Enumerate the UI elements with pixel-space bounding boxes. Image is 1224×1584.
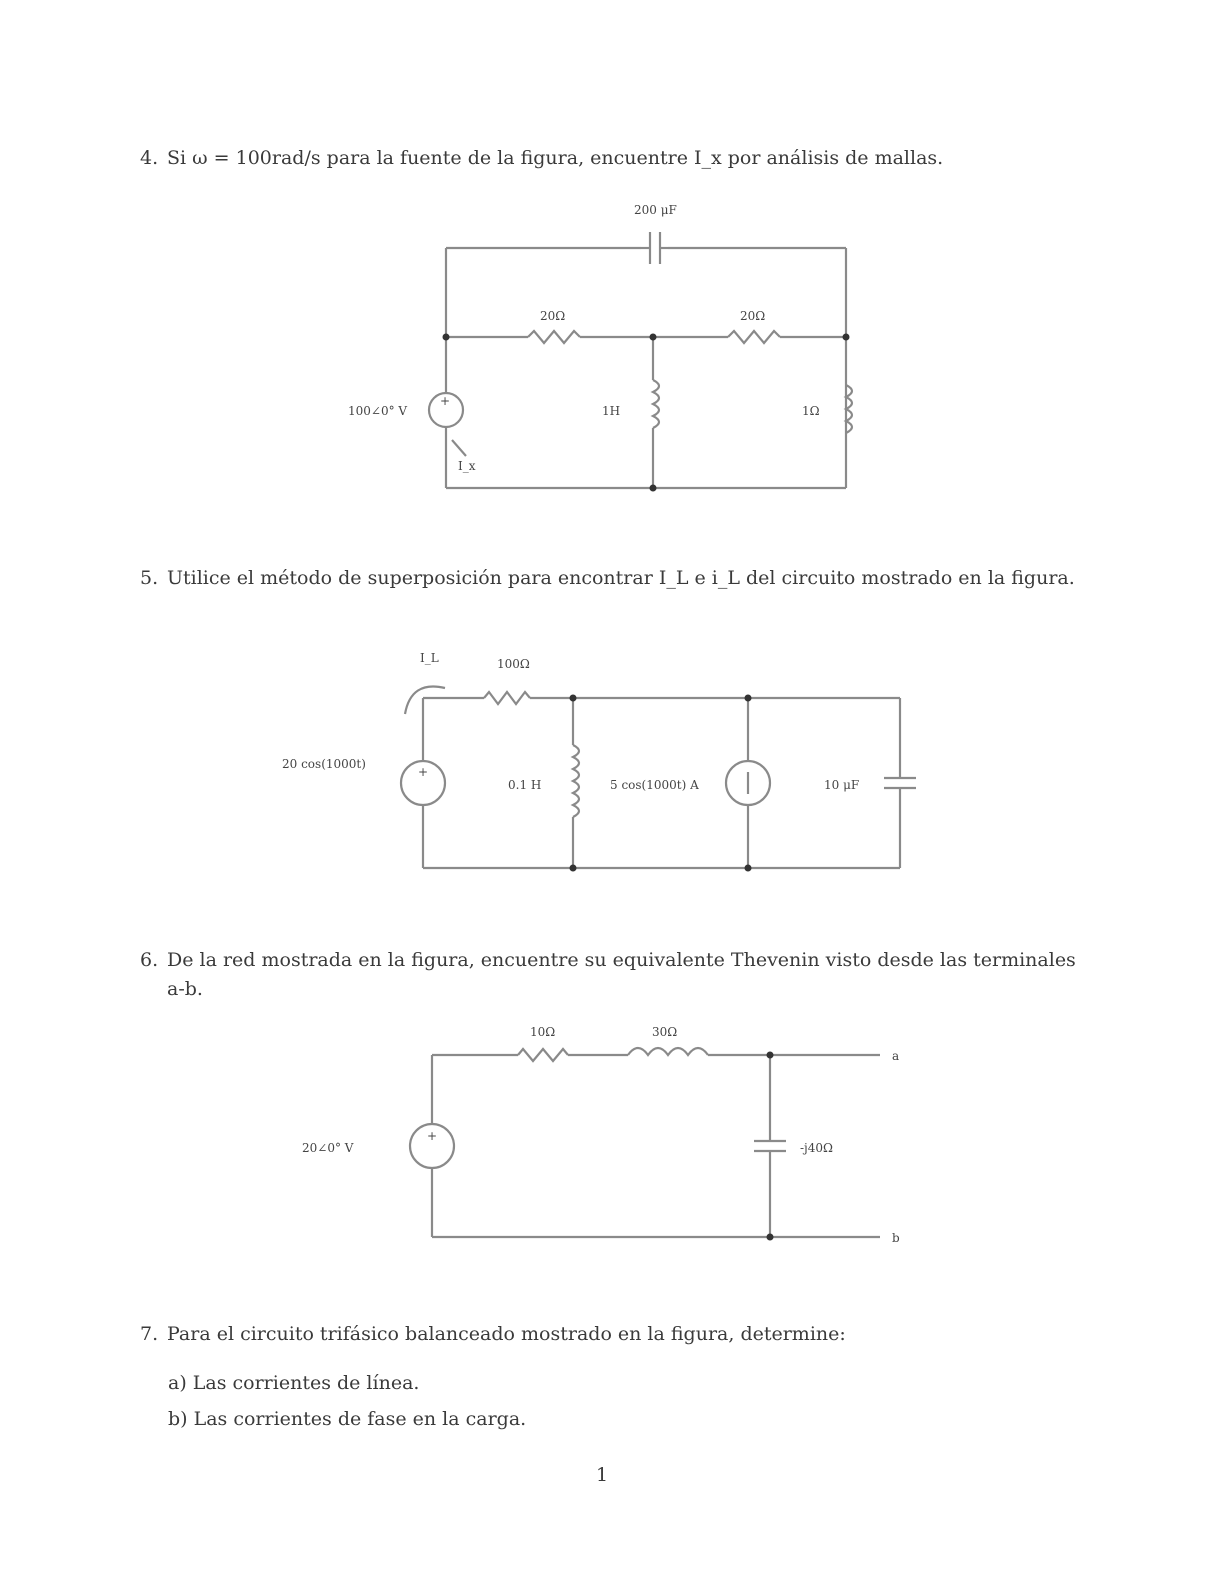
plus-sign: +: [427, 1129, 438, 1143]
junction: [843, 334, 850, 341]
problem-text: Utilice el método de superposición para encontrar I_L e i_L del circuito mostrado en la figura.: [167, 567, 1075, 589]
capacitor-label: -j40Ω: [800, 1141, 833, 1155]
junction: [767, 1234, 774, 1241]
resistor: [728, 331, 780, 343]
inductor-label: 30Ω: [652, 1025, 678, 1039]
junction: [745, 865, 752, 872]
junction: [443, 334, 450, 341]
problem-number: 7.: [140, 1323, 159, 1345]
junction: [650, 485, 657, 492]
problem-number: 5.: [140, 567, 159, 589]
capacitor-label: 10 μF: [824, 778, 860, 792]
capacitor-label: 200 μF: [634, 203, 677, 217]
sub-item-a: a) Las corrientes de línea.: [168, 1372, 420, 1394]
junction: [745, 695, 752, 702]
resistor-label: 10Ω: [530, 1025, 556, 1039]
inductor-label: 1Ω: [802, 404, 820, 418]
inductor-label: 0.1 H: [508, 778, 542, 792]
plus-sign: +: [418, 765, 429, 779]
terminal-b: b: [892, 1231, 900, 1245]
problem-text: De la red mostrada en la figura, encuentre su equivalente Thevenin visto desde las terminales a-b.: [167, 949, 1076, 1000]
plus-sign: +: [440, 394, 451, 408]
source-label: 100∠0° V: [348, 404, 408, 418]
problem-number: 6.: [140, 949, 159, 971]
resistor-label: 20Ω: [540, 309, 566, 323]
current-label: I_x: [458, 459, 476, 473]
resistor-label: 20Ω: [740, 309, 766, 323]
problem-text: Si ω = 100rad/s para la fuente de la figura, encuentre I_x por análisis de mallas.: [167, 147, 944, 169]
page-number: 1: [596, 1464, 609, 1486]
resistor: [528, 331, 580, 343]
current-arrow: [405, 686, 445, 714]
resistor-label: 100Ω: [497, 657, 530, 671]
inductor: [628, 1048, 708, 1055]
junction: [650, 334, 657, 341]
source-label: 20∠0° V: [302, 1141, 354, 1155]
inductor: [573, 745, 579, 817]
inductor-label: 1H: [602, 404, 621, 418]
junction: [767, 1052, 774, 1059]
resistor: [484, 692, 530, 704]
problem-number: 4.: [140, 147, 159, 169]
terminal-a: a: [892, 1049, 900, 1063]
resistor: [518, 1049, 568, 1061]
source-label: 5 cos(1000t) A: [610, 778, 699, 792]
source-label: 20 cos(1000t): [282, 757, 366, 771]
junction: [570, 695, 577, 702]
current-label: I_L: [420, 651, 439, 665]
sub-item-b: b) Las corrientes de fase en la carga.: [168, 1408, 527, 1430]
junction: [570, 865, 577, 872]
inductor: [653, 380, 659, 428]
problem-text: Para el circuito trifásico balanceado mostrado en la figura, determine:: [167, 1323, 846, 1345]
current-arrow: [452, 440, 466, 456]
